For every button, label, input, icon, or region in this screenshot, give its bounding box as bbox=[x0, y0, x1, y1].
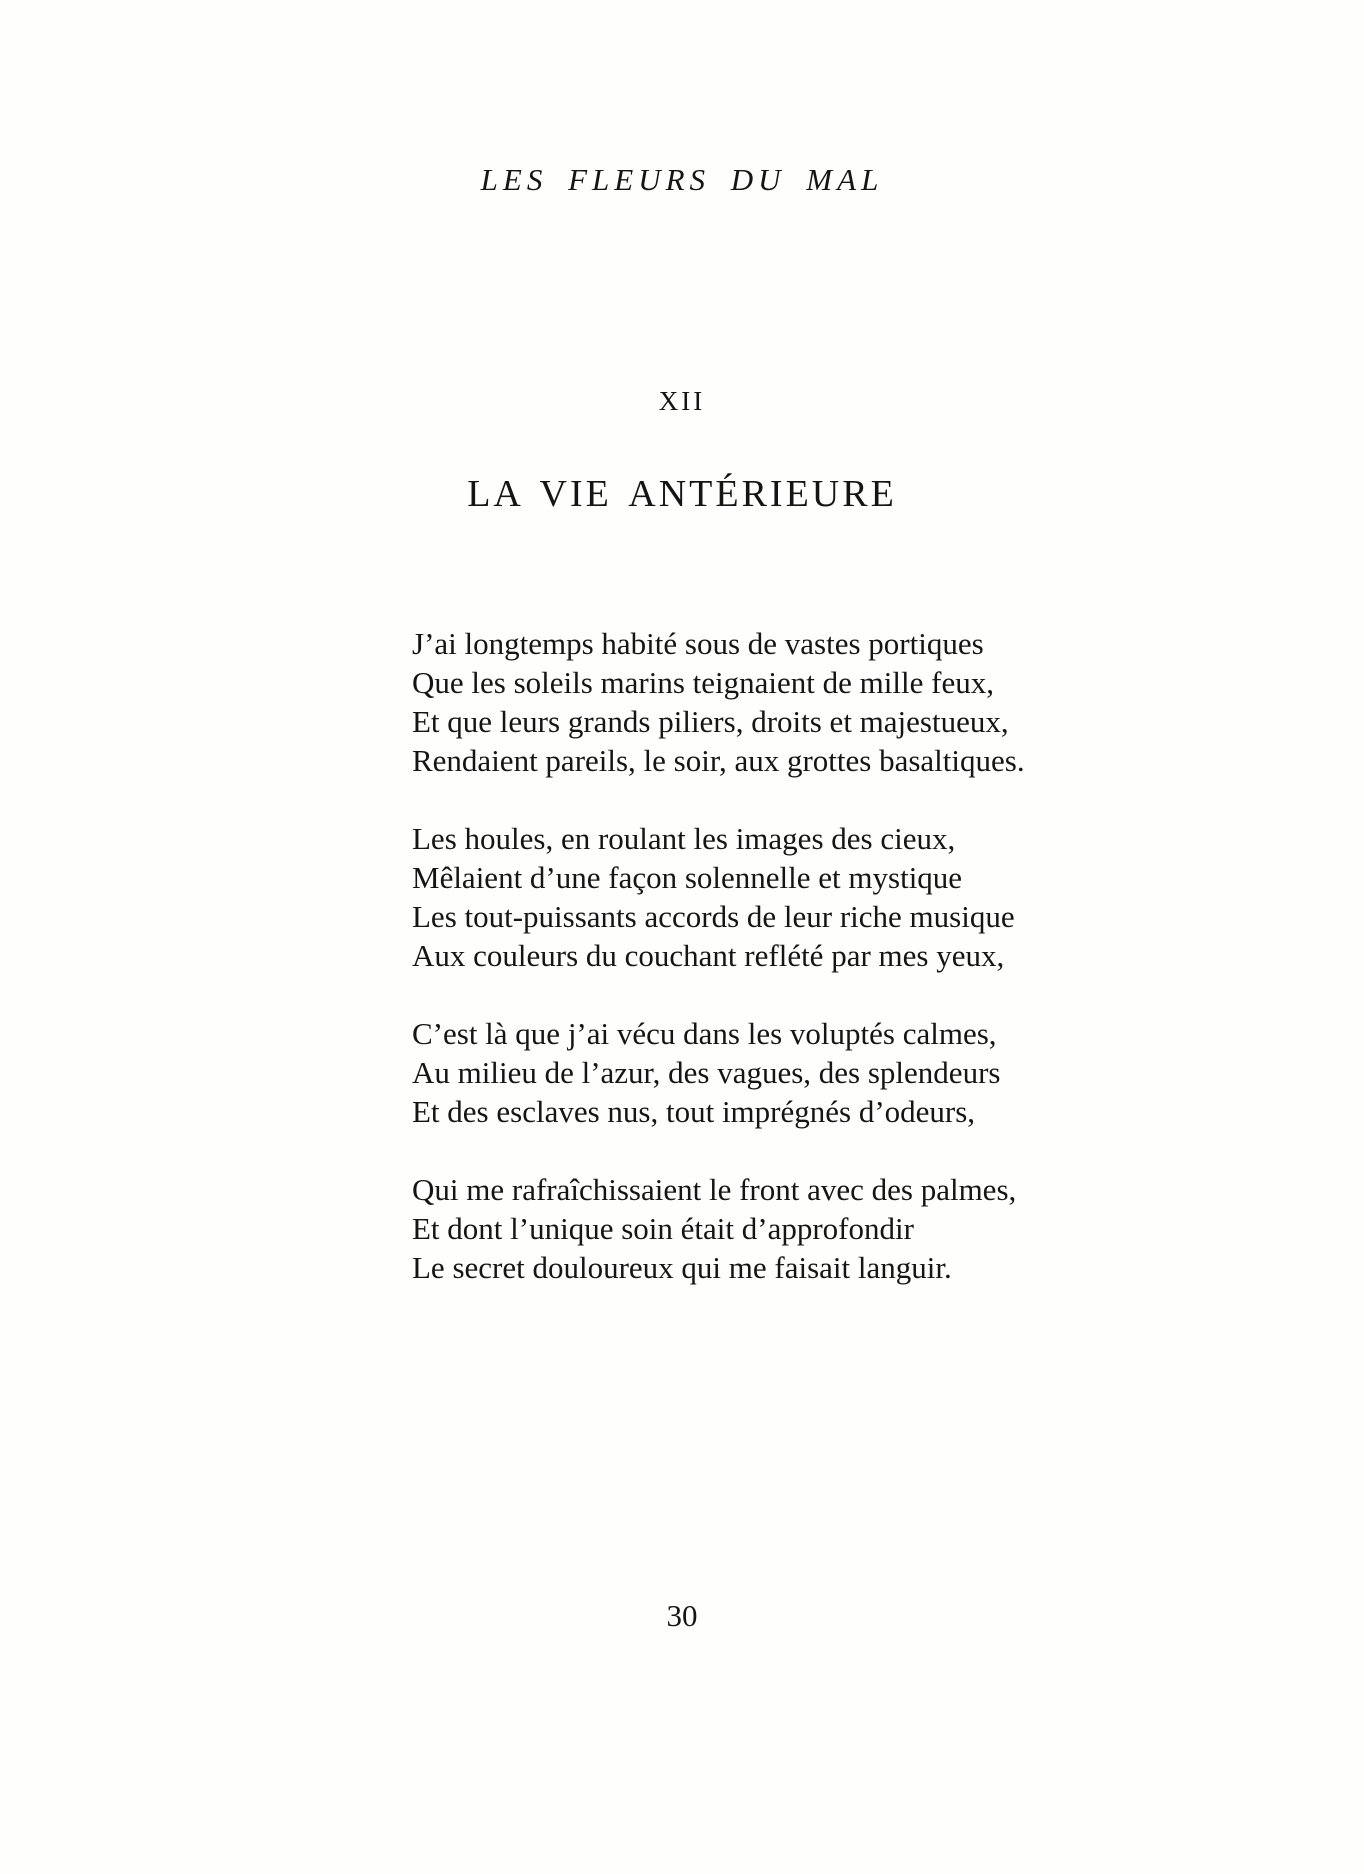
verse-line: C’est là que j’ai vécu dans les voluptés calmes, bbox=[412, 1016, 997, 1051]
poem-body bbox=[412, 624, 1132, 1326]
page-number: 30 bbox=[666, 1598, 698, 1633]
verse-line: Au milieu de l’azur, des vagues, des splendeurs bbox=[412, 1055, 1001, 1090]
running-head: LES FLEURS DU MAL bbox=[480, 162, 884, 197]
verse-line: Aux couleurs du couchant reflété par mes yeux, bbox=[412, 938, 1005, 973]
verse-line: Le secret douloureux qui me faisait languir. bbox=[412, 1250, 952, 1285]
verse-line: Mêlaient d’une façon solennelle et mystique bbox=[412, 860, 963, 895]
stanza-2 bbox=[412, 819, 1132, 975]
verse-line: Qui me rafraîchissaient le front avec des palmes, bbox=[412, 1172, 1017, 1207]
verse-line: Les houles, en roulant les images des cieux, bbox=[412, 821, 956, 856]
verse-line: Et que leurs grands piliers, droits et majestueux, bbox=[412, 704, 1009, 739]
stanza-1 bbox=[412, 624, 1132, 780]
verse-line: J’ai longtemps habité sous de vastes portiques bbox=[412, 626, 984, 661]
stanza-4 bbox=[412, 1170, 1132, 1287]
poem-number: XII bbox=[658, 386, 706, 416]
verse-line: Que les soleils marins teignaient de mille feux, bbox=[412, 665, 994, 700]
verse-line: Les tout-puissants accords de leur riche musique bbox=[412, 899, 1015, 934]
poem-title: LA VIE ANTÉRIEURE bbox=[467, 473, 897, 515]
verse-line: Et des esclaves nus, tout imprégnés d’odeurs, bbox=[412, 1094, 976, 1129]
verse-line: Rendaient pareils, le soir, aux grottes basaltiques. bbox=[412, 743, 1025, 778]
verse-line: Et dont l’unique soin était d’approfondir bbox=[412, 1211, 914, 1246]
stanza-3 bbox=[412, 1014, 1132, 1131]
